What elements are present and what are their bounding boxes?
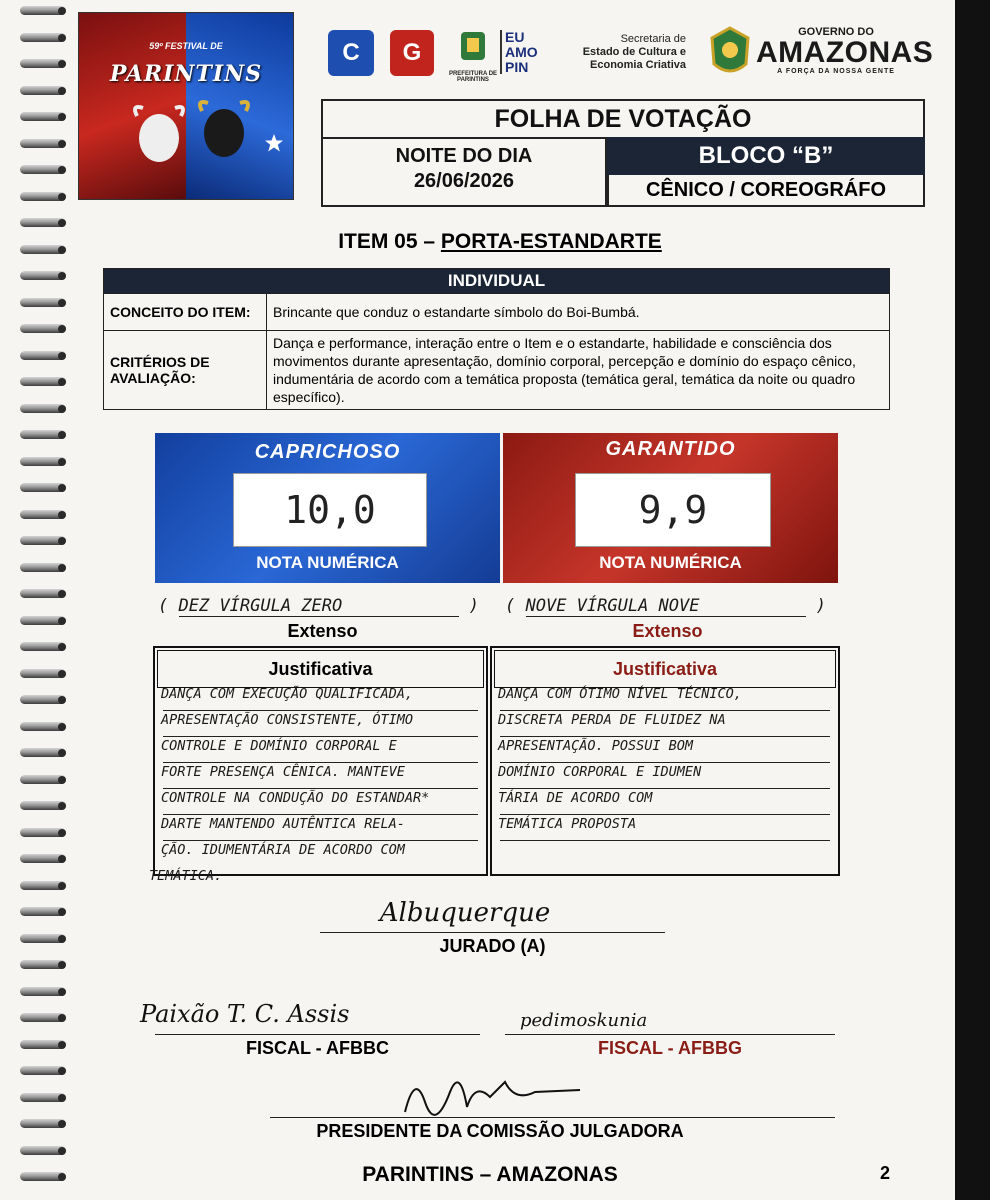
caprichoso-score: 10,0 — [233, 473, 427, 547]
binding-hole — [58, 484, 66, 492]
president-label: PRESIDENTE DA COMISSÃO JULGADORA — [316, 1121, 684, 1141]
binding-hole — [58, 670, 66, 678]
binding-hole — [58, 246, 66, 254]
binding-hole — [58, 378, 66, 386]
binding-hole — [58, 643, 66, 651]
binding-hole — [58, 113, 66, 121]
justificativa-line: DANÇA COM ÓTIMO NÍVEL TÉCNICO, — [498, 686, 742, 702]
caprichoso-logo: C — [328, 30, 374, 76]
binding-hole — [58, 1173, 66, 1181]
president-signature-line — [270, 1117, 835, 1118]
poster-title: PARINTINS — [109, 61, 263, 87]
fiscal-afbbg-signature: pedimoskunia — [520, 1010, 648, 1031]
caprichoso-extenso: ( DEZ VÍRGULA ZERO ) — [158, 596, 479, 616]
eu-amo-pin-logo: EU AMO PIN — [505, 29, 538, 75]
binding-hole — [58, 299, 66, 307]
spiral-binding — [0, 0, 70, 1200]
fiscal-afbbg-line — [505, 1034, 835, 1035]
binding-hole — [58, 60, 66, 68]
ruled-line — [163, 840, 478, 841]
binding-hole — [58, 855, 66, 863]
ruled-line — [500, 788, 830, 789]
jurado-signature: Albuquerque — [379, 898, 551, 928]
caprichoso-name: CAPRICHOSO — [254, 441, 401, 463]
binding-hole — [58, 1094, 66, 1102]
binding-hole — [58, 908, 66, 916]
jurado-label: JURADO (A) — [439, 936, 546, 956]
binding-hole — [58, 537, 66, 545]
binding-hole — [58, 1041, 66, 1049]
president-signature — [395, 1062, 595, 1122]
justificativa-line: TEMÁTICA PROPOSTA — [498, 816, 637, 832]
criteria-header: INDIVIDUAL — [104, 269, 890, 294]
eval-text: Dança e performance, interação entre o Item e o estandarte, habilidade e consciência dos movimentos durante apresentação, domínio corporal, percepção e domínio do espaço cênico, indumentária de acordo com a temática proposta (temática geral, temática da noite ou quadro específico). — [267, 331, 890, 410]
criteria-table — [103, 268, 890, 410]
binding-hole — [58, 431, 66, 439]
binding-hole — [58, 1014, 66, 1022]
night-date: 26/06/2026 — [413, 170, 515, 192]
page-number: 2 — [879, 1163, 890, 1183]
garantido-extenso-label: Extenso — [632, 621, 703, 641]
justificativa-line: FORTE PRESENÇA CÊNICA. MANTEVE — [161, 764, 405, 780]
binding-hole — [58, 219, 66, 227]
binding-hole — [58, 405, 66, 413]
ruled-line — [500, 814, 830, 815]
jurado-signature-line — [320, 932, 665, 933]
justificativa-line: APRESENTAÇÃO. POSSUI BOM — [498, 738, 694, 754]
binding-hole — [58, 988, 66, 996]
garantido-justificativa-box — [490, 646, 840, 876]
garantido-score-panel — [503, 433, 838, 583]
binding-hole — [58, 723, 66, 731]
fiscal-afbbc-label: FISCAL - AFBBC — [246, 1038, 389, 1058]
governo-amazonas-logo: GOVERNO DO AMAZONAS A FORÇA DA NOSSA GENTE — [756, 26, 934, 75]
binding-hole — [58, 564, 66, 572]
caprichoso-score-label: NOTA NUMÉRICA — [256, 553, 399, 572]
binding-hole — [58, 325, 66, 333]
justificativa-line: CONTROLE NA CONDUÇÃO DO ESTANDAR* — [161, 790, 430, 806]
prefeitura-logo: PREFEITURA DE PARINTINS — [448, 28, 498, 78]
ruled-line — [500, 840, 830, 841]
justificativa-line: DARTE MANTENDO AUTÊNTICA RELA- — [161, 816, 405, 832]
justificativa-line: ÇÃO. IDUMENTÁRIA DE ACORDO COM — [161, 842, 405, 858]
garantido-name: GARANTIDO — [605, 438, 736, 460]
ruled-line — [163, 710, 478, 711]
caprichoso-extenso-label: Extenso — [287, 621, 358, 641]
justificativa-line: TEMÁTICA. — [149, 868, 223, 884]
binding-hole — [58, 1120, 66, 1128]
garantido-extenso: ( NOVE VÍRGULA NOVE ) — [505, 596, 826, 616]
item-title: ITEM 05 – PORTA-ESTANDARTE — [338, 230, 662, 253]
garantido-score-label: NOTA NUMÉRICA — [599, 553, 742, 572]
binding-hole — [58, 140, 66, 148]
logo-divider — [500, 30, 502, 74]
eval-label: CRITÉRIOS DE AVALIAÇÃO: — [104, 331, 267, 410]
justificativa-line: DANÇA COM EXECUÇÃO QUALIFICADA, — [161, 686, 413, 702]
justificativa-line: DISCRETA PERDA DE FLUIDEZ NA — [498, 712, 726, 728]
binding-hole — [58, 961, 66, 969]
white-ox-icon — [129, 98, 189, 168]
amazonas-coat-of-arms-icon — [708, 26, 752, 80]
binding-hole — [58, 458, 66, 466]
ruled-line — [500, 762, 830, 763]
secretaria-logo: Secretaria de Estado de Cultura e Economia Criativa — [582, 33, 686, 71]
binding-hole — [58, 617, 66, 625]
binding-hole — [58, 696, 66, 704]
fiscal-afbbg-label: FISCAL - AFBBG — [598, 1038, 742, 1058]
binding-hole — [58, 749, 66, 757]
binding-hole — [58, 166, 66, 174]
block-category: CÊNICO / COREOGRÁFO — [607, 175, 925, 207]
justificativa-line: CONTROLE E DOMÍNIO CORPORAL E — [161, 738, 397, 754]
garantido-justificativa-header: Justificativa — [494, 650, 836, 688]
concept-text: Brincante que conduz o estandarte símbolo do Boi-Bumbá. — [267, 294, 890, 331]
binding-hole — [58, 935, 66, 943]
binding-hole — [58, 590, 66, 598]
night-date-box — [321, 137, 607, 207]
justificativa-line: TÁRIA DE ACORDO COM — [498, 790, 653, 806]
binding-hole — [58, 802, 66, 810]
caprichoso-justificativa-header: Justificativa — [157, 650, 484, 688]
binding-hole — [58, 272, 66, 280]
footer-location: PARINTINS – AMAZONAS — [362, 1163, 618, 1186]
ruled-line — [163, 814, 478, 815]
binding-hole — [58, 829, 66, 837]
black-ox-icon — [194, 93, 254, 163]
fiscal-afbbc-signature: Paixão T. C. Assis — [140, 1000, 350, 1028]
garantido-logo: G — [390, 30, 434, 76]
binding-hole — [58, 511, 66, 519]
block-label: BLOCO “B” — [607, 137, 925, 175]
caprichoso-score-panel — [155, 433, 500, 583]
garantido-score: 9,9 — [575, 473, 771, 547]
ruled-line — [163, 788, 478, 789]
ruled-line — [500, 736, 830, 737]
ruled-line — [163, 762, 478, 763]
poster-subtitle: 59º FESTIVAL DE — [149, 41, 223, 51]
form-title: FOLHA DE VOTAÇÃO — [321, 99, 925, 139]
binding-hole — [58, 1147, 66, 1155]
binding-hole — [58, 34, 66, 42]
binding-hole — [58, 193, 66, 201]
fiscal-afbbc-line — [155, 1034, 480, 1035]
star-icon — [264, 133, 284, 153]
binding-hole — [58, 352, 66, 360]
justificativa-line: DOMÍNIO CORPORAL E IDUMEN — [498, 764, 702, 780]
binding-hole — [58, 87, 66, 95]
ruled-line — [500, 710, 830, 711]
binding-hole — [58, 882, 66, 890]
binding-hole — [58, 7, 66, 15]
binding-hole — [58, 1067, 66, 1075]
ruled-line — [163, 736, 478, 737]
night-label: NOITE DO DIA — [395, 145, 533, 167]
justificativa-line: APRESENTAÇÃO CONSISTENTE, ÓTIMO — [161, 712, 413, 728]
binding-hole — [58, 776, 66, 784]
concept-label: CONCEITO DO ITEM: — [104, 294, 267, 331]
festival-poster — [78, 12, 294, 200]
